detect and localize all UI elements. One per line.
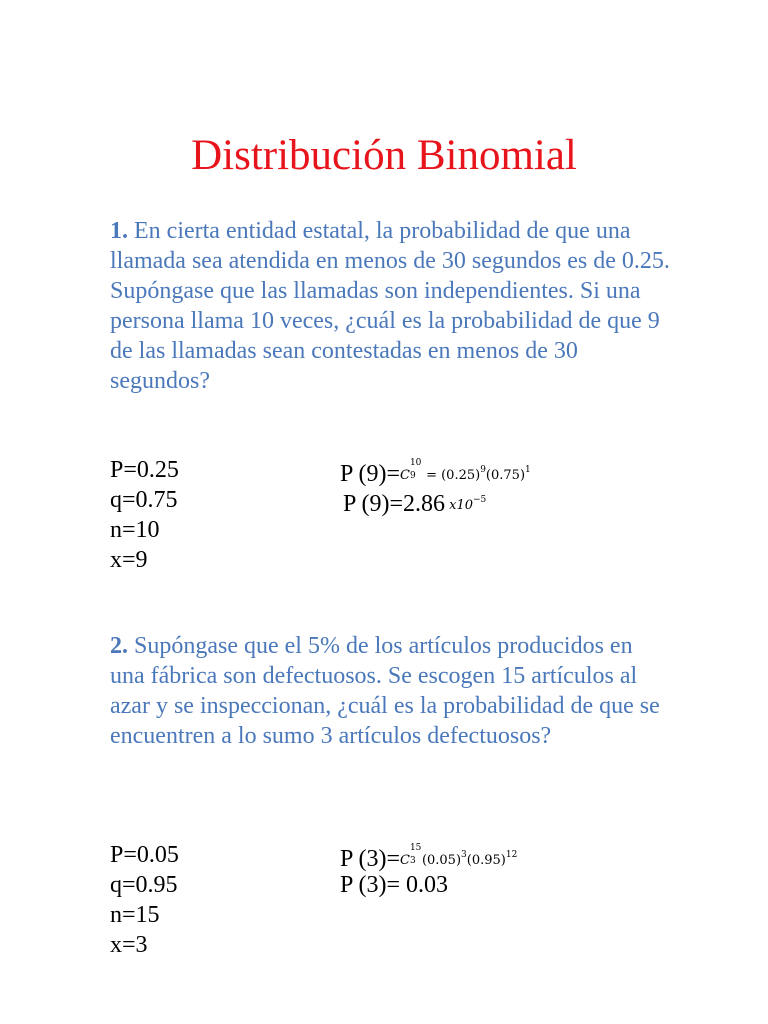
page-title: Distribución Binomial [191,132,577,179]
problem-1-formula-part2: (0.75) [485,468,526,483]
problem-1-combination-n: 10 [409,458,422,468]
problem-2-formula-label: P (3)= [340,846,400,872]
problem-2-var-q: q=0.95 [110,872,178,898]
problem-1-formula-math [399,458,531,483]
problem-1-result-sci: x10 [449,498,473,513]
problem-2-exponent-1: 3 [461,850,467,860]
problem-1-variables [110,455,179,575]
problem-2-combination-symbol: C [399,853,410,868]
problem-1-var-p: P=0.25 [110,457,179,483]
problem-2-formula-math [399,843,518,868]
problem-1-combination-k: 9 [409,471,416,481]
problem-2-exponent-2: 12 [505,850,518,860]
problem-2-combination-k: 3 [409,856,416,866]
problem-2-result [340,870,448,900]
problem-1-combination-symbol: C [399,468,410,483]
problem-2-text: Supóngase que el 5% de los artículos producidos en una fábrica son defectuosos. Se escogen 15 artículos al azar y se inspeccionan, ¿cuál es la probabilidad de que se encuentren a lo sumo 3 artículos defectuosos? [110,633,660,749]
problem-2-var-n: n=15 [110,902,160,928]
problem-2-var-x: x=3 [110,932,148,958]
problem-1-exponent-1: 9 [480,465,486,475]
problem-2-variables [110,840,179,960]
problem-1-statement [110,216,670,396]
problem-1-result-exponent: −5 [473,495,487,505]
problem-1-result [343,485,486,521]
problem-1-var-q: q=0.75 [110,487,178,513]
problem-2-combination-n: 15 [409,843,422,853]
problem-2-statement [110,631,670,751]
problem-1-number: 1. [110,218,128,244]
problem-1-result-label: P (9)=2.86 [343,491,445,517]
problem-1-formula-part1: = (0.25) [421,468,481,483]
problem-2-var-p: P=0.05 [110,842,179,868]
problem-1-formula-label: P (9)= [340,461,400,487]
problem-2-formula-part1: (0.05) [421,853,462,868]
problem-2-number: 2. [110,633,128,659]
problem-2-formula-part2: (0.95) [466,853,506,868]
problem-2-result-label: P (3)= 0.03 [340,872,448,898]
problem-1-text: En cierta entidad estatal, la probabilidad de que una llamada sea atendida en menos de 30 segundos es de 0.25. Supóngase que las llamadas son independientes. Si una persona llama 10 veces, ¿cuál es la probabilidad de que 9 de las llamadas sean contestadas en menos de 30 segundos? [110,218,670,394]
problem-1-var-n: n=10 [110,517,160,543]
problem-1-var-x: x=9 [110,547,148,573]
problem-1-exponent-2: 1 [525,465,531,475]
